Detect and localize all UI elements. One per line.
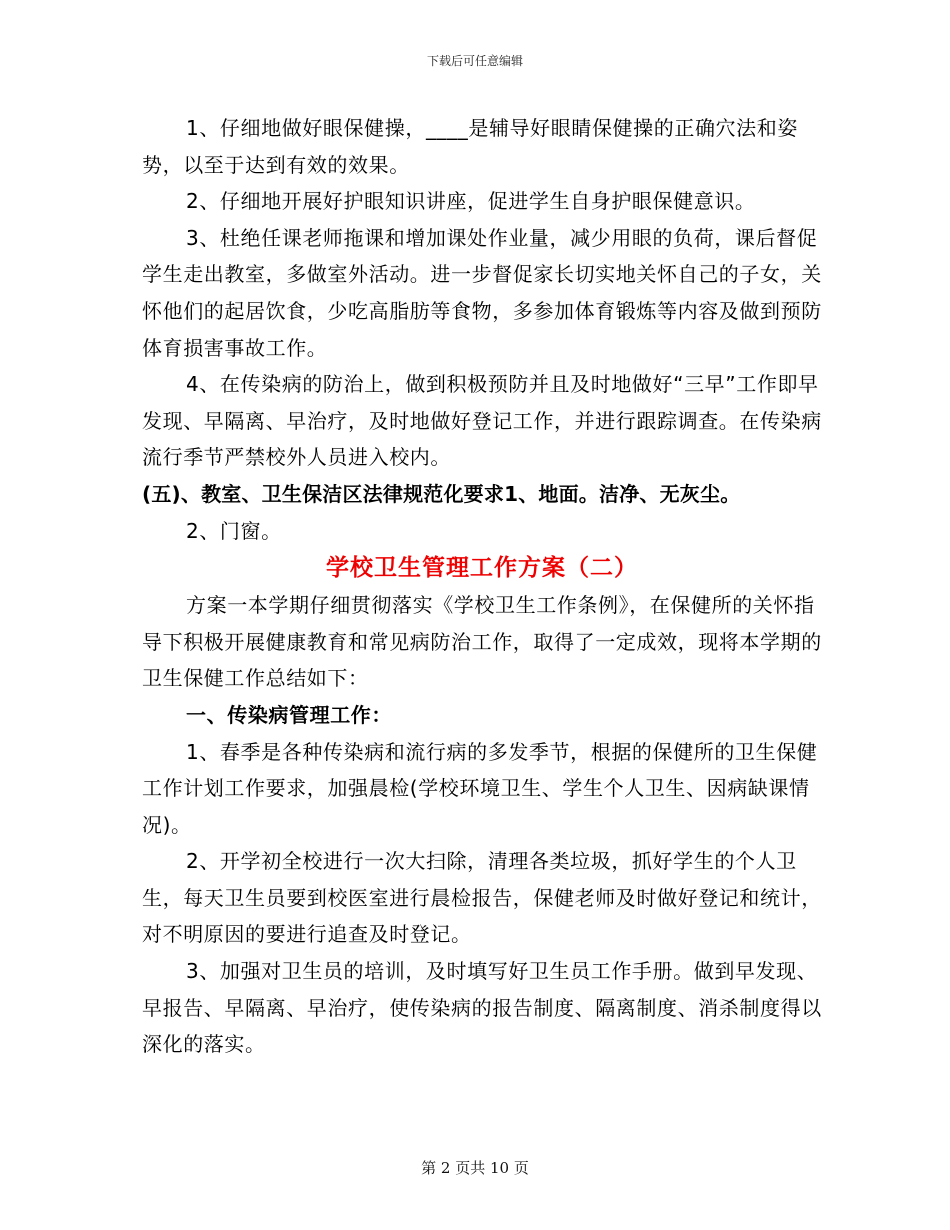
paragraph-doors-windows: 2、门窗。 <box>186 518 282 543</box>
paragraph-text: 1、仔细地做好眼保健操， <box>186 116 426 140</box>
paragraph-spring-checks: 1、春季是各种传染病和流行病的多发季节，根据的保健所的卫生保健工作计划工作要求，加强晨检(学校环境卫生、学生个人卫生、因病缺课情况)。 <box>142 739 818 837</box>
paragraph-homework-load: 3、杜绝任课老师拖课和增加课处作业量，减少用眼的负荷，课后督促学生走出教室，多做室外活动。进一步督促家长切实地关怀自己的子女，关怀他们的起居饮食，少吃高脂肪等食物，多参加体育锻炼等内容及做到预防体育损害事故工作。 <box>142 225 822 360</box>
fill-blank: ____ <box>425 116 469 140</box>
page-footer: 第 2 页共 10 页 <box>421 1159 529 1177</box>
section-heading-disease-management: 一、传染病管理工作： <box>186 702 392 727</box>
document-body <box>142 110 822 1063</box>
paragraph-eye-exercise <box>142 110 822 183</box>
paragraph-classroom-standards: (五)、教室、卫生保洁区法律规范化要求1、地面。洁净、无灰尘。 <box>142 481 741 506</box>
page-header: 下载后可任意编辑 <box>426 54 523 68</box>
paragraph-disease-prevention: 4、在传染病的防治上，做到积极预防并且及时地做好“三早”工作即早发现、早隔离、早治疗，及时地做好登记工作，并进行跟踪调查。在传染病流行季节严禁校外人员进入校内。 <box>142 372 822 470</box>
paragraph-plan-intro: 方案一本学期仔细贯彻落实《学校卫生工作条例》，在保健所的关怀指导下积极开展健康教育和常见病防治工作，取得了一定成效，现将本学期的卫生保健工作总结如下： <box>142 593 822 691</box>
paragraph-health-worker-training: 3、加强对卫生员的培训，及时填写好卫生员工作手册。做到早发现、早报告、早隔离、早治疗，使传染病的报告制度、隔离制度、消杀制度得以深化的落实。 <box>142 959 822 1057</box>
section-title: 学校卫生管理工作方案（二） <box>326 555 638 582</box>
paragraph-eye-lecture: 2、仔细地开展好护眼知识讲座，促进学生自身护眼保健意识。 <box>186 189 756 214</box>
paragraph-cleanup: 2、开学初全校进行一次大扫除，清理各类垃圾，抓好学生的个人卫生，每天卫生员要到校医室进行晨检报告，保健老师及时做好登记和统计，对不明原因的要进行追查及时登记。 <box>142 849 822 947</box>
paragraph-text: 是辅导好眼睛保健操的正确穴法和姿势，以至于达到有效的效果。 <box>142 116 798 177</box>
